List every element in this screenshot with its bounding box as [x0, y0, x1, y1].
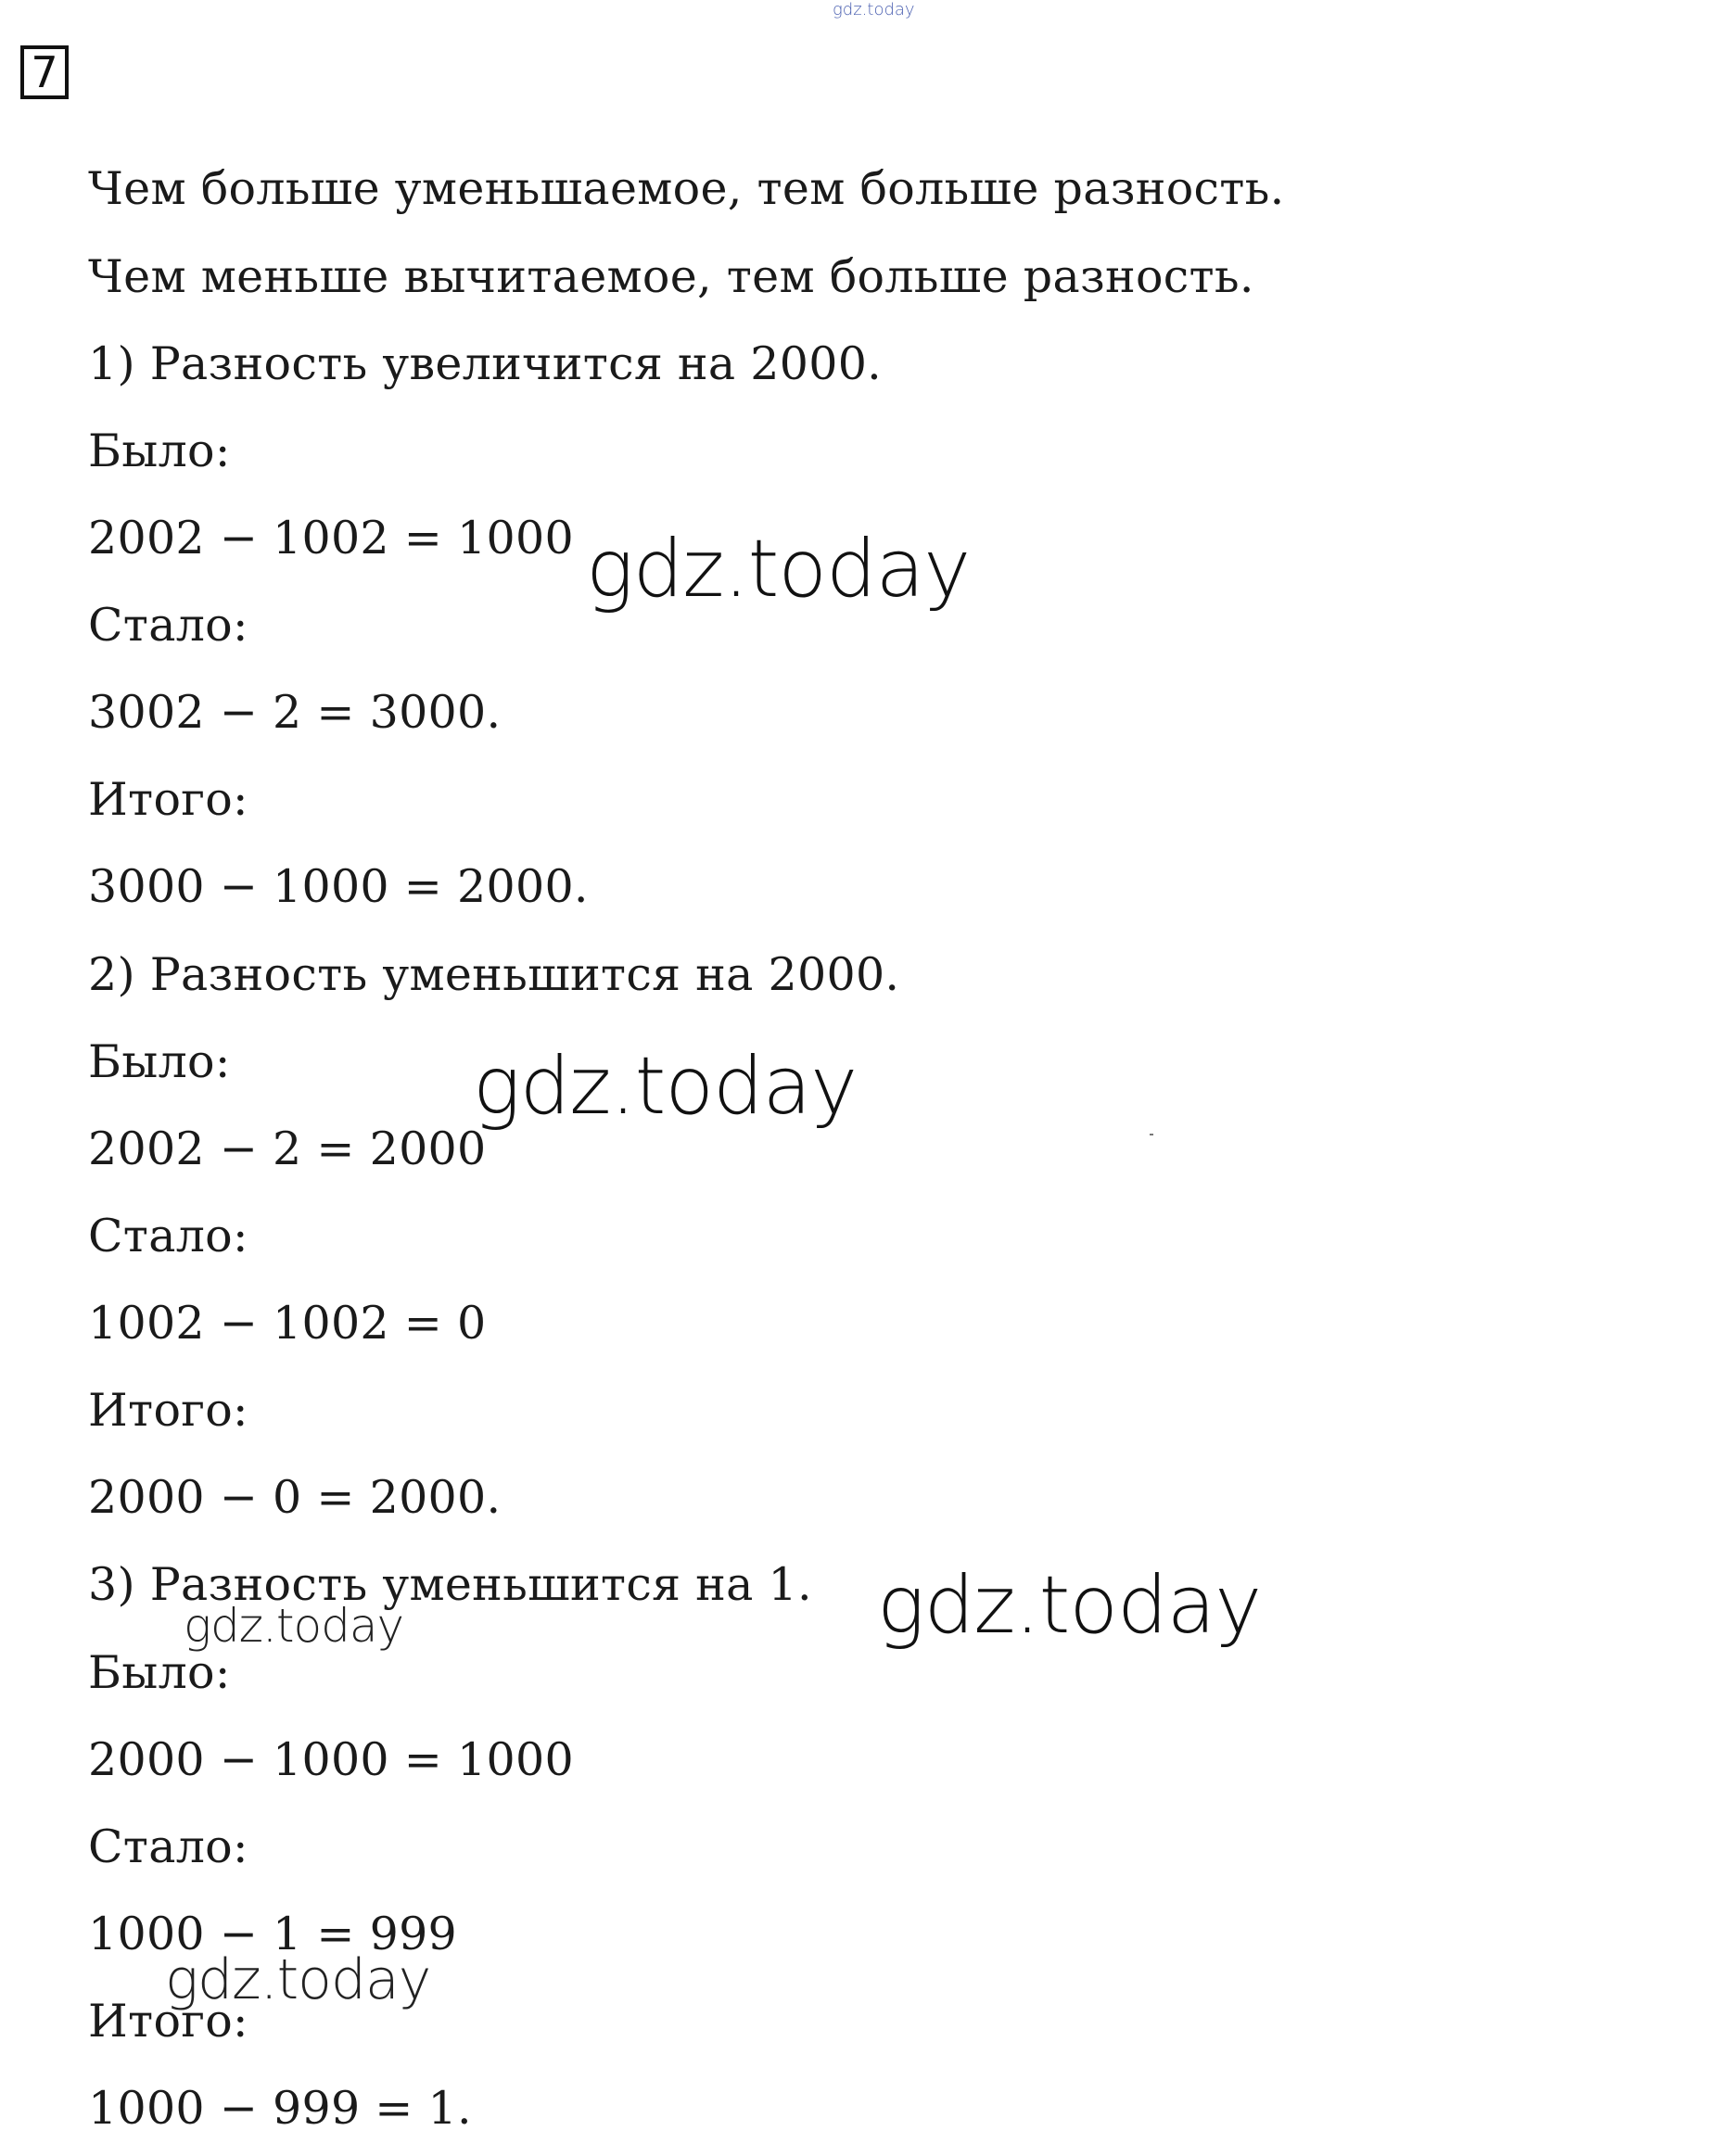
case-3-heading: 3) Разность уменьшится на 1. [88, 1558, 812, 1611]
case-1-before-label: Было: [88, 425, 231, 477]
watermark-3: gdz.today [877, 1559, 1262, 1652]
case-3-total-label: Итого: [88, 1995, 248, 2048]
watermark-5: gdz.today [165, 1947, 431, 2012]
case-2-after-label: Стало: [88, 1210, 248, 1262]
case-1-after-label: Стало: [88, 599, 248, 652]
case-3-before-equation: 2000 − 1000 = 1000 [88, 1733, 574, 1786]
case-3-total-equation: 1000 − 999 = 1. [88, 2082, 472, 2135]
case-2-heading: 2) Разность уменьшится на 2000. [88, 948, 900, 1001]
case-2-before-equation: 2002 − 2 = 2000 [88, 1122, 487, 1175]
stray-mark [1150, 1134, 1153, 1135]
case-1-after-equation: 3002 − 2 = 3000. [88, 686, 502, 739]
case-1-total-equation: 3000 − 1000 = 2000. [88, 860, 589, 913]
case-3-after-equation: 1000 − 1 = 999 [88, 1908, 458, 1960]
task-number-box: 7 [20, 45, 69, 99]
case-1-total-label: Итого: [88, 773, 248, 826]
watermark-1: gdz.today [586, 523, 971, 615]
case-3-after-label: Стало: [88, 1820, 248, 1873]
case-1-heading: 1) Разность увеличится на 2000. [88, 337, 883, 390]
rule-line-2: Чем меньше вычитаемое, тем больше разность. [88, 250, 1254, 303]
case-2-before-label: Было: [88, 1035, 231, 1088]
watermark-2: gdz.today [473, 1040, 858, 1133]
watermark-4: gdz.today [184, 1599, 404, 1653]
case-2-total-label: Итого: [88, 1384, 248, 1437]
case-2-total-equation: 2000 − 0 = 2000. [88, 1471, 502, 1524]
watermark-top: gdz.today [833, 0, 915, 19]
case-3-before-label: Было: [88, 1646, 231, 1699]
case-2-after-equation: 1002 − 1002 = 0 [88, 1297, 487, 1350]
case-1-before-equation: 2002 − 1002 = 1000 [88, 512, 574, 564]
rule-line-1: Чем больше уменьшаемое, тем больше разность. [88, 162, 1285, 215]
